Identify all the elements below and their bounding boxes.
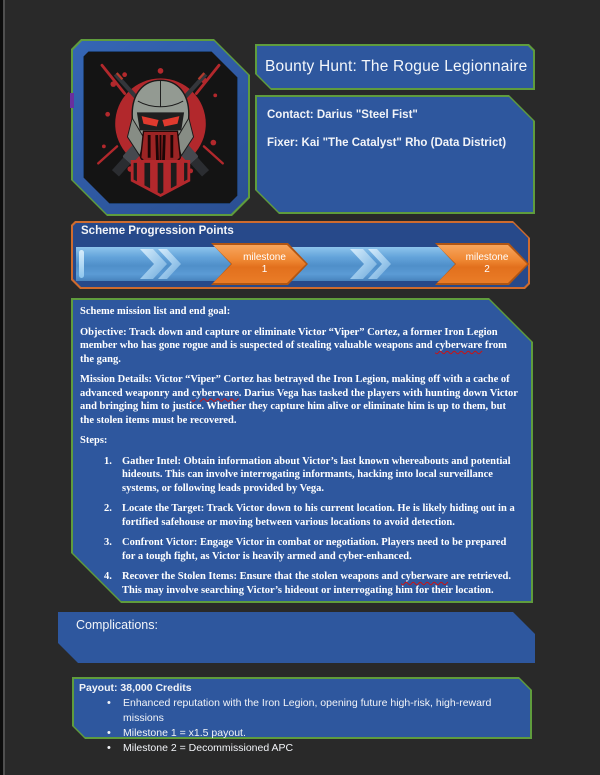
details-paragraph: Mission Details: Victor “Viper” Cortez has betrayed the Iron Legion, making off with a cache of advanced weaponry and cyberware. Darius Vega has tasked the players with hunting down Victor and bringing him to justice. Whether they capture him alive or eliminate him is up to them, but the stolen items must be recovered. bbox=[80, 374, 518, 426]
steps-label: Steps: bbox=[80, 435, 108, 446]
step-item-4: Recover the Stolen Items: Ensure that the stolen weapons and cyberware are retrieved. This may involve searching Victor’s hideout or interrogating him for their location. bbox=[122, 571, 511, 596]
contact-panel bbox=[255, 95, 535, 214]
payout-bullet-3: • Milestone 2 = Decommissioned APC bbox=[107, 741, 526, 756]
milestone-2-label: milestone bbox=[465, 252, 509, 263]
faction-emblem-panel bbox=[71, 39, 250, 216]
milestone-2-chevron bbox=[435, 243, 529, 285]
fixer-line: Fixer: Kai "The Catalyst" Rho (Data District) bbox=[267, 137, 507, 149]
stray-purple-mark bbox=[70, 93, 74, 108]
step-item-1: Gather Intel: Obtain information about Victor’s last known whereabouts and potential hideouts. This can involve interrogating informants, hacking into local surveillance systems, or following leads provided by Vega. bbox=[122, 455, 511, 494]
objective-paragraph: Objective: Track down and capture or eliminate Victor “Viper” Cortez, a former Iron Legion member who has gone rogue and is suspected of stealing valuable weapons and cyberware from the gang. bbox=[80, 326, 507, 365]
milestone-1-number: 1 bbox=[261, 264, 268, 275]
complications-label: Complications: bbox=[76, 618, 158, 632]
payout-heading: Payout: 38,000 Credits bbox=[79, 682, 192, 694]
page-edge-line bbox=[3, 0, 5, 775]
banner-shield bbox=[132, 161, 189, 195]
complications-panel bbox=[58, 612, 535, 663]
milestone-2-number: 2 bbox=[484, 264, 490, 275]
emblem-inner-panel bbox=[83, 51, 238, 204]
payout-panel bbox=[72, 677, 532, 754]
step-item-2: Locate the Target: Track Victor down to his current location. He is likely hiding out in a fortified safehouse or moving between various locations to avoid detection. bbox=[122, 503, 515, 528]
steps-list bbox=[104, 455, 522, 598]
milestone-1-chevron bbox=[211, 243, 308, 285]
progression-panel bbox=[71, 221, 530, 289]
mission-heading: Scheme mission list and end goal: bbox=[80, 306, 231, 317]
bar-start-cap bbox=[79, 250, 84, 278]
contact-line: Contact: Darius "Steel Fist" bbox=[267, 109, 418, 121]
payout-bullet-1: • Enhanced reputation with the Iron Legion, opening future high-risk, high-reward missions bbox=[107, 696, 526, 726]
page-title: Bounty Hunt: The Rogue Legionnaire bbox=[265, 58, 528, 75]
mission-title-panel bbox=[255, 44, 535, 90]
step-item-3: Confront Victor: Engage Victor in combat or negotiation. Players need to be prepared for a tough fight, as Victor is heavily armed and cyber-enhanced. bbox=[122, 537, 507, 562]
payout-bullet-2: • Milestone 1 = x1.5 payout. bbox=[107, 726, 526, 741]
milestone-1-label: milestone bbox=[243, 252, 286, 263]
progression-title: Scheme Progression Points bbox=[81, 225, 234, 237]
progress-bar bbox=[74, 243, 526, 285]
iron-legion-emblem-icon bbox=[84, 52, 237, 203]
mission-brief-panel bbox=[71, 298, 533, 603]
payout-bullets bbox=[107, 696, 526, 756]
